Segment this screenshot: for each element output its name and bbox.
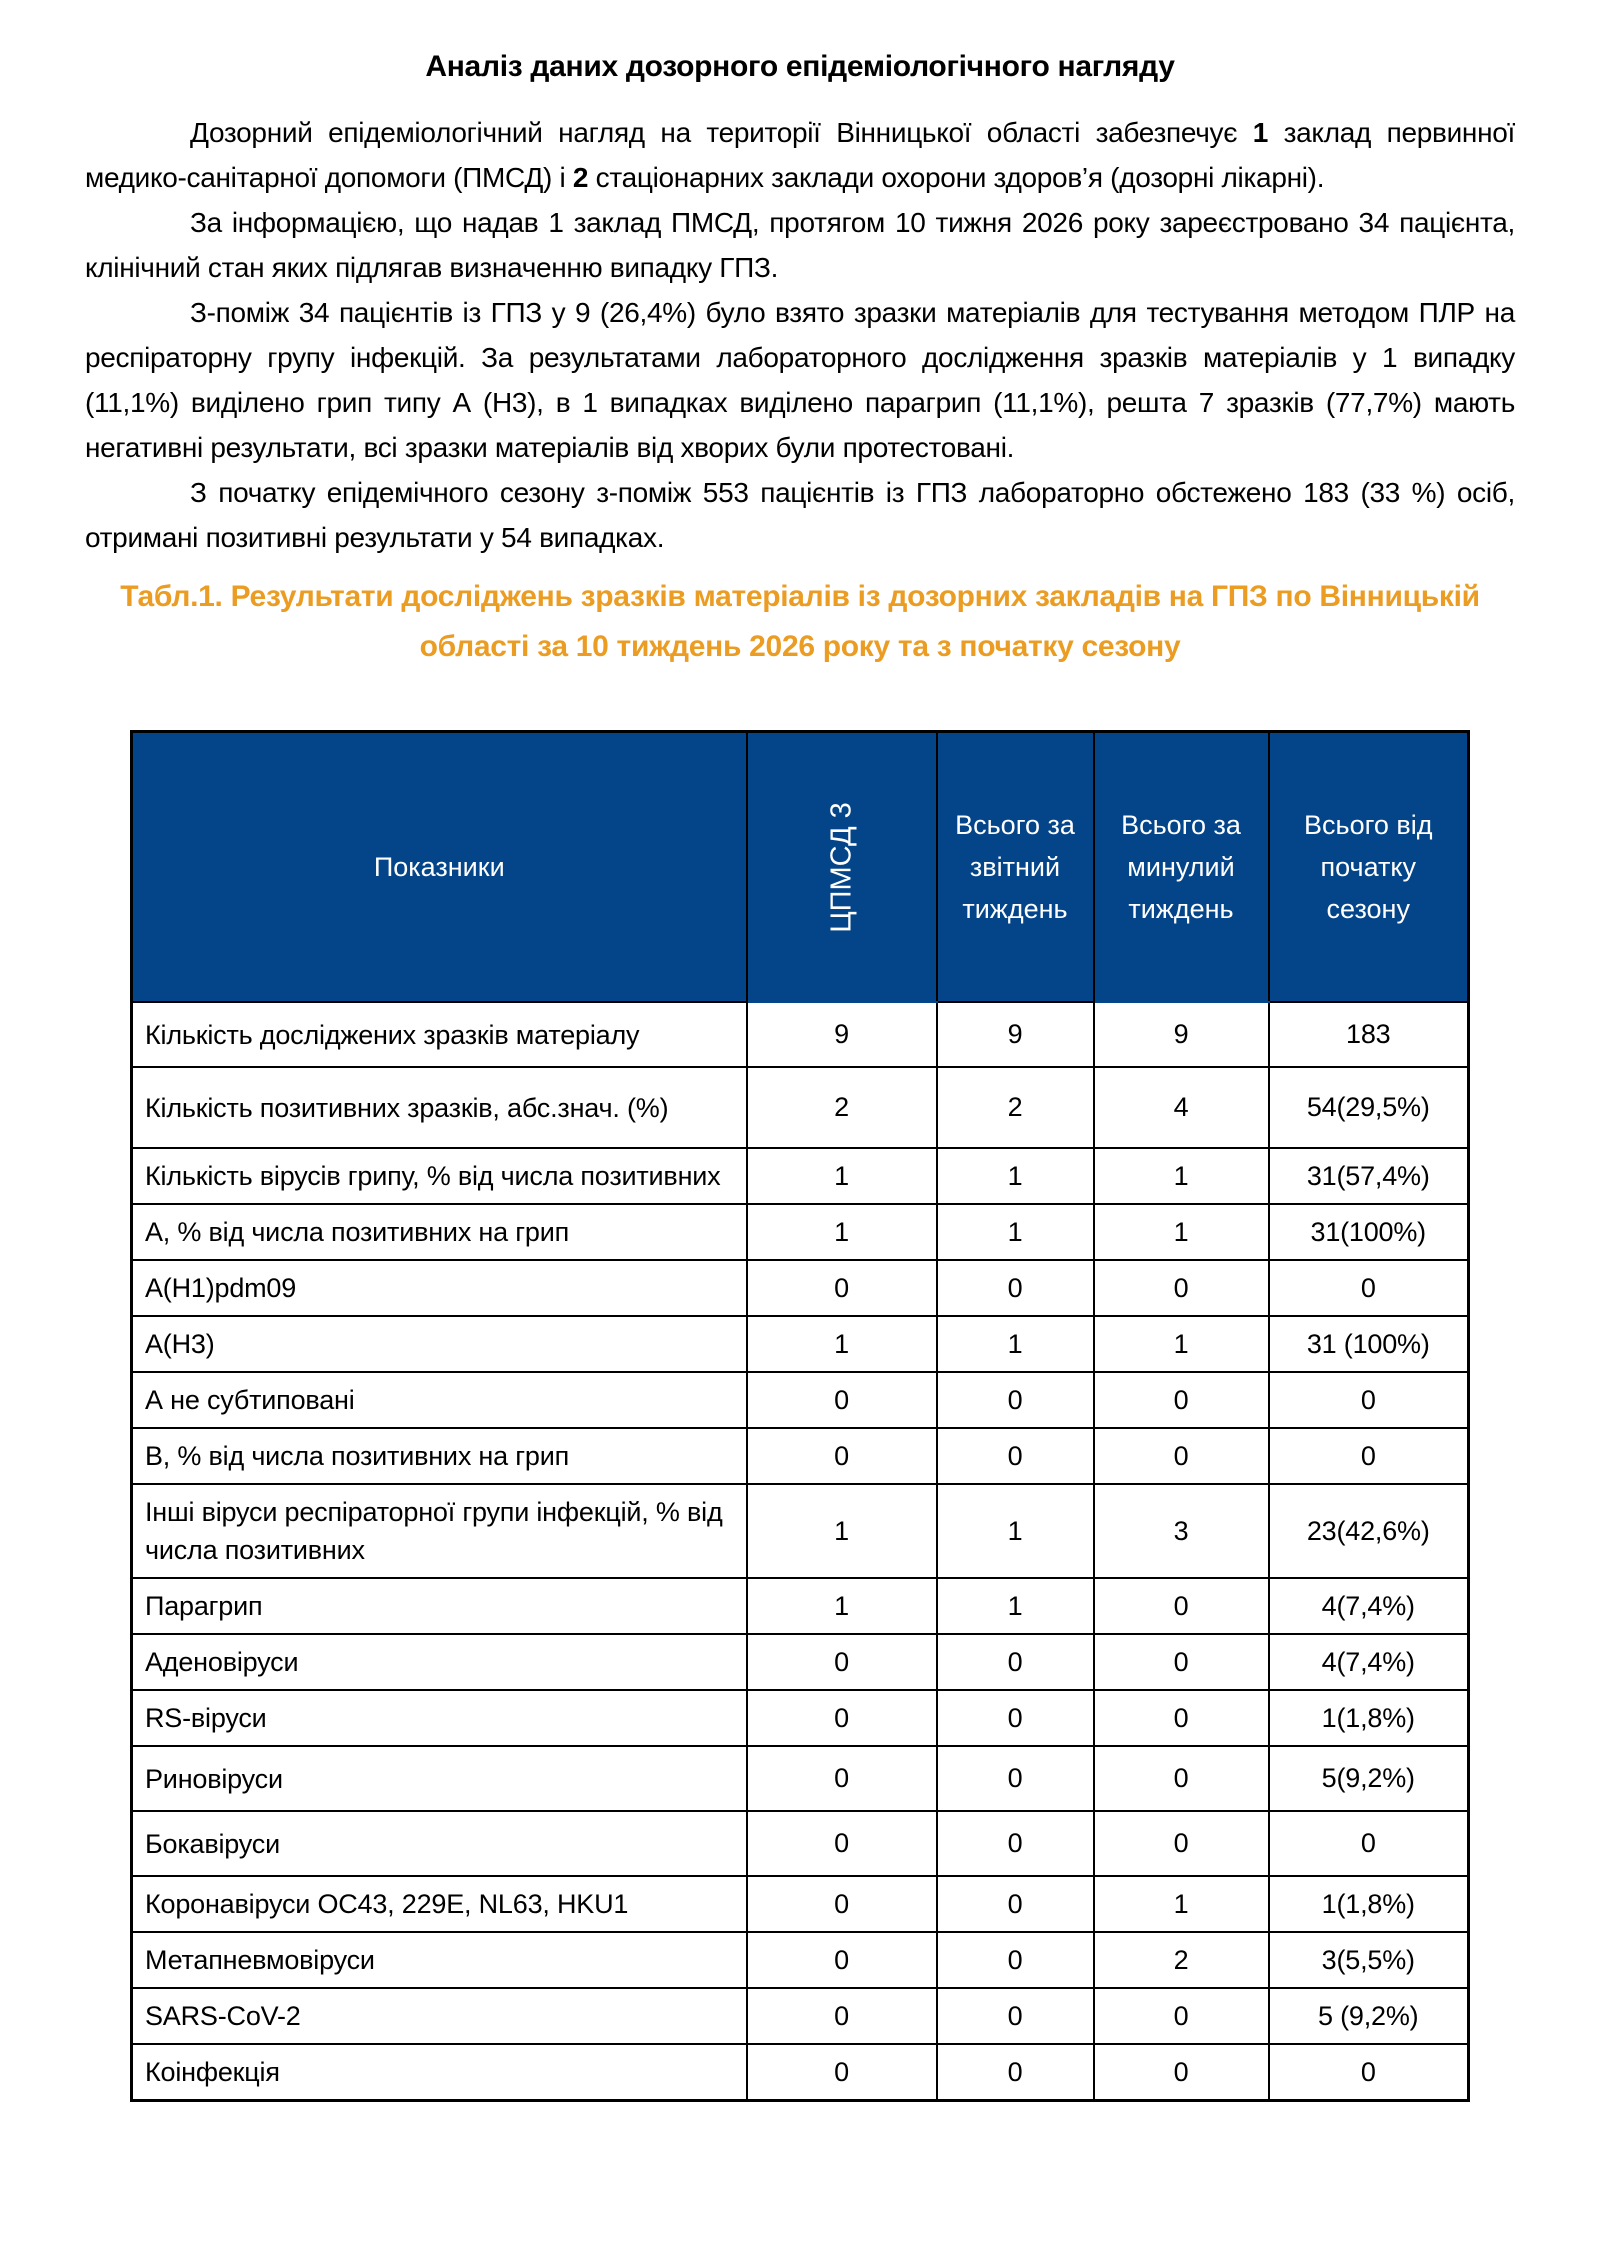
row-label: Риновіруси bbox=[132, 1746, 747, 1811]
cell-value: 1(1,8%) bbox=[1269, 1690, 1469, 1746]
cell-value: 0 bbox=[747, 1634, 937, 1690]
cell-value: 1(1,8%) bbox=[1269, 1876, 1469, 1932]
row-label: А не субтиповані bbox=[132, 1372, 747, 1428]
cell-value: 0 bbox=[747, 1932, 937, 1988]
cell-value: 0 bbox=[1094, 1372, 1269, 1428]
cell-value: 0 bbox=[1094, 1634, 1269, 1690]
row-label: А, % від числа позитивних на грип bbox=[132, 1204, 747, 1260]
table-row bbox=[132, 1932, 1469, 1988]
cell-value: 0 bbox=[1269, 2044, 1469, 2101]
cell-value: 9 bbox=[1094, 1002, 1269, 1067]
table-row bbox=[132, 1428, 1469, 1484]
table-row bbox=[132, 1260, 1469, 1316]
cell-value: 0 bbox=[937, 1876, 1094, 1932]
cell-value: 23(42,6%) bbox=[1269, 1484, 1469, 1578]
cell-value: 2 bbox=[1094, 1932, 1269, 1988]
row-label: Парагрип bbox=[132, 1578, 747, 1634]
cell-value: 0 bbox=[747, 1811, 937, 1876]
cell-value: 2 bbox=[747, 1067, 937, 1148]
table-row bbox=[132, 1876, 1469, 1932]
cell-value: 5 (9,2%) bbox=[1269, 1988, 1469, 2044]
cell-value: 0 bbox=[937, 1372, 1094, 1428]
table-row bbox=[132, 2044, 1469, 2101]
paragraph-text: Дозорний епідеміологічний нагляд на території Вінницької області забезпечує bbox=[190, 117, 1253, 148]
cell-value: 3(5,5%) bbox=[1269, 1932, 1469, 1988]
cell-value: 0 bbox=[1094, 1690, 1269, 1746]
cell-value: 0 bbox=[1269, 1260, 1469, 1316]
cell-value: 0 bbox=[1094, 1428, 1269, 1484]
row-label: Коронавіруси ОС43, 229E, NL63, HKU1 bbox=[132, 1876, 747, 1932]
cell-value: 1 bbox=[1094, 1316, 1269, 1372]
paragraph-lab-results: З-поміж 34 пацієнтів із ГПЗ у 9 (26,4%) було взято зразки матеріалів для тестування методом ПЛР на респіраторну групу інфекцій. За результатами лабораторного дослідження зразків матеріалів у 1 випадку (11,1%) виділено грип типу А (Н3), в 1 випадках виділено парагрип (11,1%), решта 7 зразків (77,7%) мають негативні результати, всі зразки матеріалів від хворих були протестовані. bbox=[85, 297, 1515, 463]
row-label: Метапневмовіруси bbox=[132, 1932, 747, 1988]
cell-value: 9 bbox=[747, 1002, 937, 1067]
column-header-indicators: Показники bbox=[132, 732, 747, 1003]
bold-count-hospitals: 2 bbox=[572, 162, 589, 193]
cell-value: 0 bbox=[1094, 1746, 1269, 1811]
cell-value: 1 bbox=[1094, 1148, 1269, 1204]
cell-value: 1 bbox=[937, 1204, 1094, 1260]
cell-value: 0 bbox=[937, 1988, 1094, 2044]
cell-value: 0 bbox=[747, 1690, 937, 1746]
cell-value: 1 bbox=[747, 1148, 937, 1204]
paragraph-season-summary: З початку епідемічного сезону з-поміж 553 пацієнтів із ГПЗ лабораторно обстежено 183 (33 %) осіб, отримані позитивні результати у 54 випадках. bbox=[85, 477, 1515, 553]
row-label: SARS-CoV-2 bbox=[132, 1988, 747, 2044]
cell-value: 0 bbox=[937, 1746, 1094, 1811]
cell-value: 5(9,2%) bbox=[1269, 1746, 1469, 1811]
cell-value: 31 (100%) bbox=[1269, 1316, 1469, 1372]
cell-value: 0 bbox=[937, 1690, 1094, 1746]
vertical-header-text: ЦПМСД 3 bbox=[825, 801, 857, 933]
table-row bbox=[132, 1988, 1469, 2044]
cell-value: 31(57,4%) bbox=[1269, 1148, 1469, 1204]
cell-value: 1 bbox=[937, 1316, 1094, 1372]
table-row bbox=[132, 1690, 1469, 1746]
cell-value: 0 bbox=[747, 1746, 937, 1811]
cell-value: 0 bbox=[1094, 1578, 1269, 1634]
cell-value: 0 bbox=[1094, 1811, 1269, 1876]
row-label: A(H1)pdm09 bbox=[132, 1260, 747, 1316]
paragraph-week-report: За інформацією, що надав 1 заклад ПМСД, протягом 10 тижня 2026 року зареєстровано 34 пацієнта, клінічний стан яких підлягав визначенню випадку ГПЗ. bbox=[85, 207, 1515, 283]
cell-value: 0 bbox=[937, 1932, 1094, 1988]
cell-value: 0 bbox=[937, 2044, 1094, 2101]
cell-value: 0 bbox=[747, 1988, 937, 2044]
paragraph-surveillance-overview bbox=[85, 110, 1515, 200]
table-row bbox=[132, 1634, 1469, 1690]
row-label: В, % від числа позитивних на грип bbox=[132, 1428, 747, 1484]
cell-value: 0 bbox=[747, 2044, 937, 2101]
column-header-season-total: Всього від початку сезону bbox=[1269, 732, 1469, 1003]
paragraph-text: стаціонарних заклади охорони здоров’я (дозорні лікарні). bbox=[588, 162, 1325, 193]
cell-value: 1 bbox=[747, 1204, 937, 1260]
row-label: Кількість позитивних зразків, абс.знач. (%) bbox=[132, 1067, 747, 1148]
table-row bbox=[132, 1746, 1469, 1811]
cell-value: 0 bbox=[747, 1260, 937, 1316]
cell-value: 0 bbox=[937, 1428, 1094, 1484]
cell-value: 0 bbox=[1094, 1260, 1269, 1316]
cell-value: 1 bbox=[747, 1578, 937, 1634]
data-table bbox=[130, 730, 1470, 2102]
cell-value: 2 bbox=[937, 1067, 1094, 1148]
table-row bbox=[132, 1067, 1469, 1148]
cell-value: 1 bbox=[937, 1578, 1094, 1634]
cell-value: 31(100%) bbox=[1269, 1204, 1469, 1260]
cell-value: 0 bbox=[1094, 1988, 1269, 2044]
page-title: Аналіз даних дозорного епідеміологічного нагляду bbox=[425, 50, 1175, 83]
cell-value: 54(29,5%) bbox=[1269, 1067, 1469, 1148]
cell-value: 0 bbox=[747, 1876, 937, 1932]
cell-value: 0 bbox=[1269, 1372, 1469, 1428]
cell-value: 1 bbox=[937, 1484, 1094, 1578]
row-label: Аденовіруси bbox=[132, 1634, 747, 1690]
row-label: Кількість вірусів грипу, % від числа позитивних bbox=[132, 1148, 747, 1204]
row-label: RS-віруси bbox=[132, 1690, 747, 1746]
cell-value: 4(7,4%) bbox=[1269, 1578, 1469, 1634]
column-header-report-week: Всього за звітний тиждень bbox=[937, 732, 1094, 1003]
table-row bbox=[132, 1372, 1469, 1428]
cell-value: 1 bbox=[747, 1316, 937, 1372]
cell-value: 183 bbox=[1269, 1002, 1469, 1067]
table-row bbox=[132, 1148, 1469, 1204]
cell-value: 1 bbox=[1094, 1876, 1269, 1932]
cell-value: 0 bbox=[1269, 1811, 1469, 1876]
header-row bbox=[132, 732, 1469, 1003]
row-label: Інші віруси респіраторної групи інфекцій, % від числа позитивних bbox=[132, 1484, 747, 1578]
cell-value: 0 bbox=[1094, 2044, 1269, 2101]
table-row bbox=[132, 1204, 1469, 1260]
cell-value: 9 bbox=[937, 1002, 1094, 1067]
cell-value: 0 bbox=[937, 1634, 1094, 1690]
table-row bbox=[132, 1811, 1469, 1876]
cell-value: 0 bbox=[937, 1260, 1094, 1316]
row-label: A(H3) bbox=[132, 1316, 747, 1372]
cell-value: 0 bbox=[747, 1372, 937, 1428]
cell-value: 0 bbox=[937, 1811, 1094, 1876]
table-row bbox=[132, 1002, 1469, 1067]
cell-value: 3 bbox=[1094, 1484, 1269, 1578]
row-label: Коінфекція bbox=[132, 2044, 747, 2101]
bold-count-pmsd: 1 bbox=[1252, 117, 1269, 148]
cell-value: 0 bbox=[747, 1428, 937, 1484]
column-header-previous-week: Всього за минулий тиждень bbox=[1094, 732, 1269, 1003]
cell-value: 1 bbox=[937, 1148, 1094, 1204]
paragraph-text: заклад первинної медико-санітарної допомоги (ПМСД) і bbox=[85, 117, 1516, 193]
table-row bbox=[132, 1484, 1469, 1578]
cell-value: 4(7,4%) bbox=[1269, 1634, 1469, 1690]
table-caption: Табл.1. Результати досліджень зразків матеріалів із дозорних закладів на ГПЗ по Вінницькій області за 10 тиждень 2026 року та з початку сезону bbox=[120, 580, 1480, 663]
column-header-cpmsd-3 bbox=[747, 732, 937, 1003]
cell-value: 0 bbox=[1269, 1428, 1469, 1484]
table-row bbox=[132, 1578, 1469, 1634]
row-label: Кількість досліджених зразків матеріалу bbox=[132, 1002, 747, 1067]
cell-value: 4 bbox=[1094, 1067, 1269, 1148]
cell-value: 1 bbox=[747, 1484, 937, 1578]
table-row bbox=[132, 1316, 1469, 1372]
cell-value: 1 bbox=[1094, 1204, 1269, 1260]
row-label: Бокавіруси bbox=[132, 1811, 747, 1876]
